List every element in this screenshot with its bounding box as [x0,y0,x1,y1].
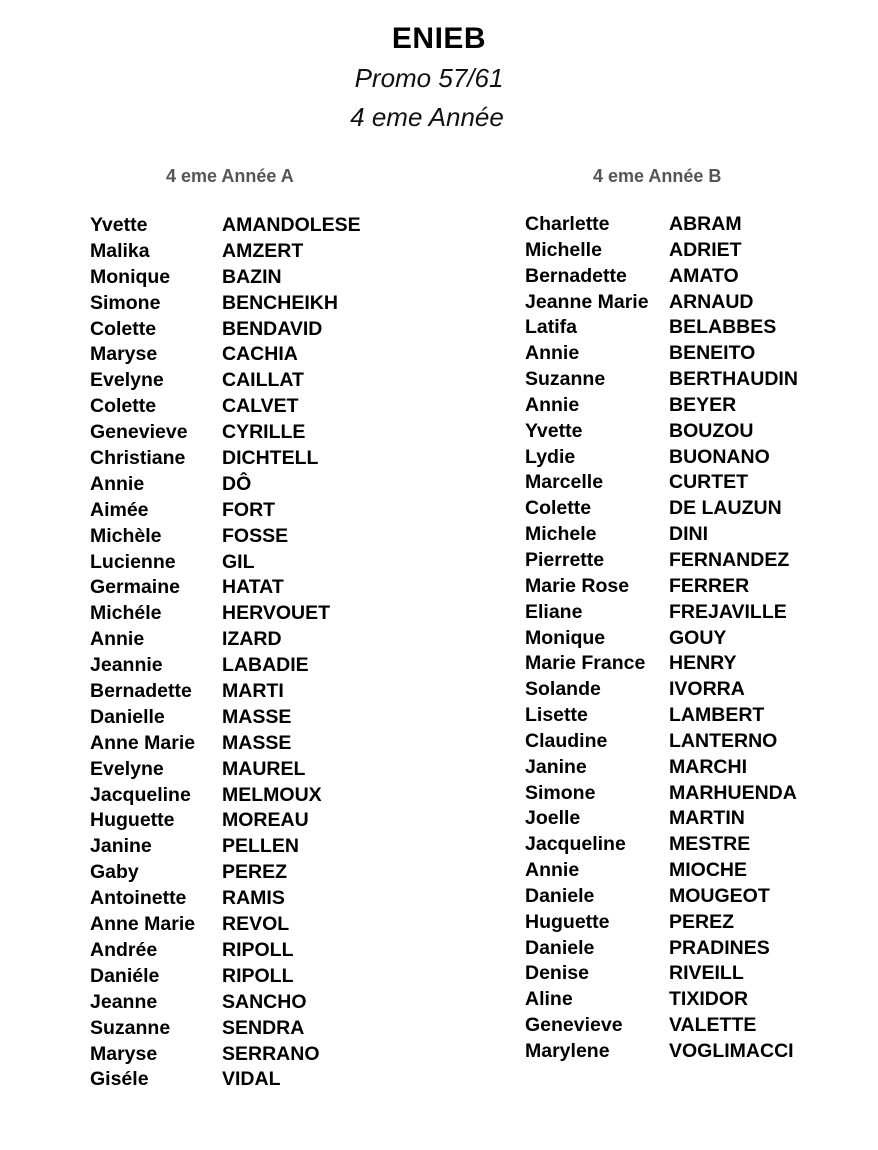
student-first-name: Christiane [90,447,186,470]
student-first-name: Genevieve [90,421,188,444]
student-last-name: LABADIE [222,654,309,677]
group-a-roster [90,213,361,1093]
student-first-name: Huguette [525,910,610,933]
student-first-name: Jacqueline [90,783,191,806]
student-row [525,626,798,652]
student-row [90,990,361,1016]
student-row [90,420,361,446]
student-last-name: VOGLIMACCI [669,1040,794,1062]
student-first-name: Maryse [90,343,158,366]
student-row [90,886,361,912]
student-row [525,677,798,703]
student-row [90,653,361,679]
student-last-name: PRADINES [669,936,770,959]
student-last-name: ADRIET [669,238,742,261]
student-first-name: Monique [90,265,171,288]
student-row [525,832,798,858]
student-row [525,238,798,264]
student-row [90,575,361,601]
student-last-name: MESTRE [669,833,751,856]
student-last-name: CAILLAT [222,369,304,392]
student-row [525,729,798,755]
student-first-name: Gaby [90,861,139,884]
student-last-name: VIDAL [222,1068,281,1091]
student-row [525,315,798,341]
student-last-name: HATAT [222,576,284,599]
student-last-name: LAMBERT [669,704,765,727]
student-row [90,860,361,886]
student-last-name: SERRANO [222,1042,320,1065]
student-first-name: Janine [525,755,587,778]
student-first-name: Aline [525,988,573,1011]
student-first-name: Danielle [90,705,165,728]
student-first-name: Jeanne Marie [525,290,649,313]
student-first-name: Marylene [525,1040,610,1062]
student-first-name: Michele [525,523,597,546]
student-first-name: Monique [525,626,606,649]
student-first-name: Annie [90,472,145,495]
student-row [90,394,361,420]
student-last-name: BOUZOU [669,419,754,442]
student-last-name: FOSSE [222,524,289,547]
student-first-name: Daniéle [90,964,160,987]
student-first-name: Lydie [525,445,576,468]
student-last-name: MIOCHE [669,859,747,882]
student-row [90,368,361,394]
student-row [90,783,361,809]
student-row [90,524,361,550]
student-first-name: Evelyne [90,757,164,780]
student-row [90,342,361,368]
student-first-name: Yvette [90,214,148,236]
student-row [90,1042,361,1068]
student-last-name: RIPOLL [222,938,294,961]
student-last-name: BAZIN [222,265,282,288]
student-last-name: BELABBES [669,316,777,339]
student-last-name: PEREZ [222,861,288,884]
student-last-name: HERVOUET [222,602,330,625]
student-last-name: FORT [222,498,276,521]
student-first-name: Charlette [525,213,610,235]
student-first-name: Jeanne [90,990,158,1013]
student-row [90,731,361,757]
student-last-name: BERTHAUDIN [669,368,798,391]
student-last-name: BENCHEIKH [222,291,338,314]
student-row [525,936,798,962]
student-last-name: CYRILLE [222,421,306,444]
student-last-name: PEREZ [669,910,735,933]
student-row [525,574,798,600]
student-first-name: Jacqueline [525,833,626,856]
student-row [90,601,361,627]
student-first-name: Anne Marie [90,913,196,936]
student-last-name: SENDRA [222,1016,305,1039]
student-row [90,317,361,343]
student-row [525,600,798,626]
student-first-name: Antoinette [90,887,187,910]
student-row [90,213,361,239]
student-first-name: Malika [90,239,150,262]
student-row [525,1039,798,1065]
student-last-name: DÔ [222,472,252,495]
student-last-name: BUONANO [669,445,770,468]
student-first-name: Yvette [525,419,583,442]
student-row [525,445,798,471]
student-last-name: LANTERNO [669,729,778,752]
student-first-name: Michèle [90,524,162,547]
student-last-name: BENDAVID [222,317,323,340]
student-last-name: VALETTE [669,1014,757,1037]
student-row [90,808,361,834]
student-row [90,679,361,705]
page-title: ENIEB [391,22,487,55]
student-first-name: Bernadette [90,680,192,703]
student-row [525,496,798,522]
student-row [90,834,361,860]
student-last-name: AMANDOLESE [222,214,361,236]
student-last-name: AMZERT [222,239,304,262]
student-first-name: Suzanne [90,1016,171,1039]
student-row [90,912,361,938]
student-row [525,961,798,987]
student-first-name: Latifa [525,316,578,339]
student-row [90,498,361,524]
student-last-name: PELLEN [222,835,299,858]
student-row [525,1013,798,1039]
student-last-name: MASSE [222,705,292,728]
student-row [525,290,798,316]
student-first-name: Anne Marie [90,731,196,754]
student-last-name: TIXIDOR [669,988,749,1011]
student-last-name: HENRY [669,652,737,675]
student-first-name: Janine [90,835,152,858]
student-last-name: MAUREL [222,757,306,780]
student-row [90,757,361,783]
student-row [525,651,798,677]
student-last-name: MARHUENDA [669,781,797,804]
student-row [90,265,361,291]
student-row [525,910,798,936]
student-first-name: Marcelle [525,471,604,494]
student-last-name: MASSE [222,731,292,754]
student-first-name: Aimée [90,498,149,521]
student-row [90,705,361,731]
student-first-name: Annie [525,342,580,365]
student-first-name: Eliane [525,600,583,623]
student-row [525,264,798,290]
student-last-name: CURTET [669,471,749,494]
student-row [525,755,798,781]
student-row [90,964,361,990]
student-last-name: FERRER [669,574,750,597]
student-row [525,393,798,419]
student-first-name: Maryse [90,1042,158,1065]
student-row [90,239,361,265]
student-last-name: ARNAUD [669,290,754,313]
student-row [525,522,798,548]
student-row [525,806,798,832]
student-first-name: Annie [90,628,145,651]
student-last-name: BENEITO [669,342,756,365]
student-row [525,781,798,807]
student-first-name: Simone [90,291,161,314]
group-a-heading: 4 eme Année A [166,166,294,186]
student-row [90,1016,361,1042]
student-first-name: Annie [525,393,580,416]
year-subtitle: 4 eme Année [350,102,504,132]
student-first-name: Pierrette [525,548,605,571]
student-first-name: Lucienne [90,550,176,573]
student-last-name: SANCHO [222,990,307,1013]
student-row [90,472,361,498]
student-row [90,291,361,317]
promo-subtitle: Promo 57/61 [354,63,504,93]
student-row [525,212,798,238]
student-first-name: Daniele [525,936,595,959]
student-first-name: Andrée [90,938,158,961]
student-first-name: Colette [90,317,157,340]
student-last-name: MARTIN [669,807,745,830]
student-row [525,419,798,445]
student-last-name: FREJAVILLE [669,600,787,623]
student-last-name: DE LAUZUN [669,497,782,520]
student-last-name: MOREAU [222,809,309,832]
student-first-name: Claudine [525,729,608,752]
group-b-roster [525,212,798,1065]
student-last-name: MOUGEOT [669,884,770,907]
student-first-name: Michelle [525,238,602,261]
student-last-name: REVOL [222,913,290,936]
student-first-name: Genevieve [525,1014,623,1037]
student-first-name: Marie Rose [525,574,630,597]
student-row [525,367,798,393]
student-row [525,341,798,367]
student-first-name: Colette [90,395,157,418]
student-last-name: RAMIS [222,887,285,910]
student-row [525,470,798,496]
student-last-name: IVORRA [669,678,745,701]
student-last-name: BEYER [669,393,737,416]
student-last-name: AMATO [669,264,739,287]
student-first-name: Marie France [525,652,646,675]
student-first-name: Germaine [90,576,180,599]
student-first-name: Simone [525,781,596,804]
student-last-name: MARCHI [669,755,747,778]
student-first-name: Annie [525,859,580,882]
student-row [90,550,361,576]
student-first-name: Michéle [90,602,162,625]
student-first-name: Evelyne [90,369,164,392]
student-row [90,938,361,964]
student-first-name: Denise [525,962,589,985]
student-row [525,703,798,729]
student-first-name: Huguette [90,809,175,832]
student-row [90,1067,361,1093]
student-first-name: Suzanne [525,368,606,391]
student-row [525,548,798,574]
student-first-name: Jeannie [90,654,163,677]
student-last-name: MELMOUX [222,783,322,806]
student-first-name: Lisette [525,704,588,727]
student-row [525,858,798,884]
student-last-name: GOUY [669,626,727,649]
student-row [525,884,798,910]
group-b-heading: 4 eme Année B [593,166,722,186]
student-last-name: DICHTELL [222,447,319,470]
student-last-name: CALVET [222,395,299,418]
student-first-name: Bernadette [525,264,627,287]
student-last-name: CACHIA [222,343,298,366]
student-first-name: Colette [525,497,592,520]
student-first-name: Daniele [525,884,595,907]
student-last-name: DINI [669,523,708,546]
student-first-name: Giséle [90,1068,149,1091]
student-row [90,627,361,653]
student-last-name: RIPOLL [222,964,294,987]
student-row [90,446,361,472]
student-first-name: Solande [525,678,601,701]
student-last-name: RIVEILL [669,962,744,985]
student-last-name: IZARD [222,628,282,651]
student-last-name: GIL [222,550,255,573]
student-first-name: Joelle [525,807,581,830]
student-last-name: MARTI [222,680,284,703]
student-last-name: ABRAM [669,213,742,235]
student-last-name: FERNANDEZ [669,548,790,571]
student-row [525,987,798,1013]
